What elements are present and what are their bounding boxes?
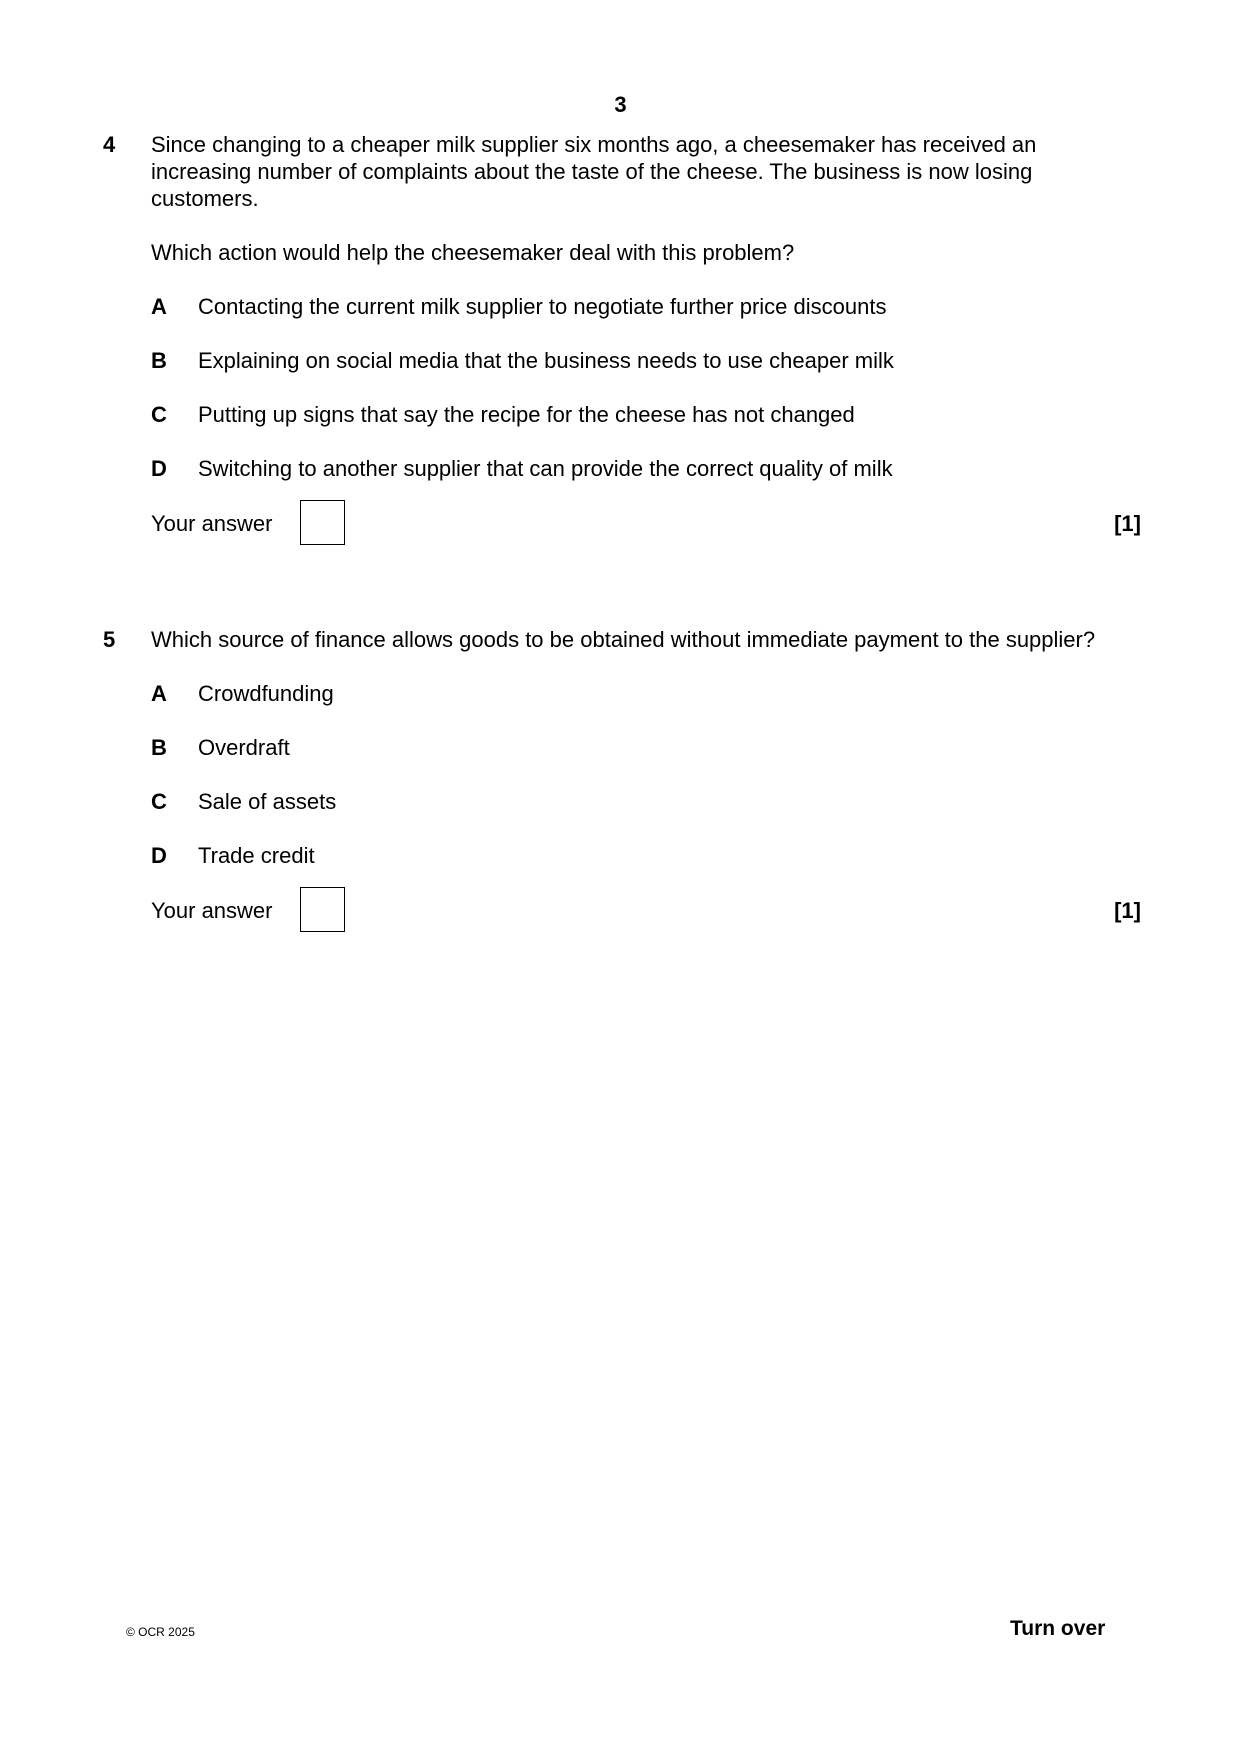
option-letter: A xyxy=(151,294,167,319)
answer-box[interactable] xyxy=(300,887,345,932)
option-text: Overdraft xyxy=(198,735,290,760)
question-stem: Since changing to a cheaper milk supplier six months ago, a cheesemaker has received an increasing number of complaints about the taste of the cheese. The business is now losing customers. xyxy=(151,132,1037,211)
option-text: Trade credit xyxy=(198,843,315,868)
question-prompt: Which action would help the cheesemaker deal with this problem? xyxy=(151,240,795,265)
option-b xyxy=(151,347,894,374)
turn-over-label: Turn over xyxy=(1010,1617,1106,1640)
option-b xyxy=(151,734,290,761)
marks-indicator: [1] xyxy=(1114,898,1141,923)
option-c xyxy=(151,401,855,428)
copyright-notice: © OCR 2025 xyxy=(126,1625,195,1639)
option-text: Crowdfunding xyxy=(198,681,334,706)
answer-label: Your answer xyxy=(151,898,273,923)
option-letter: B xyxy=(151,735,167,760)
option-letter: A xyxy=(151,681,167,706)
option-letter: C xyxy=(151,789,167,814)
answer-row xyxy=(151,500,1141,548)
option-letter: D xyxy=(151,456,167,481)
option-text: Putting up signs that say the recipe for the cheese has not changed xyxy=(198,402,855,427)
option-text: Explaining on social media that the business needs to use cheaper milk xyxy=(198,348,894,373)
answer-row xyxy=(151,887,1141,935)
option-a xyxy=(151,680,334,707)
option-letter: D xyxy=(151,843,167,868)
option-letter: B xyxy=(151,348,167,373)
page-number: 3 xyxy=(614,92,627,117)
marks-indicator: [1] xyxy=(1114,511,1141,536)
answer-label: Your answer xyxy=(151,511,273,536)
option-letter: C xyxy=(151,402,167,427)
answer-box[interactable] xyxy=(300,500,345,545)
option-d xyxy=(151,455,893,482)
option-text: Contacting the current milk supplier to negotiate further price discounts xyxy=(198,294,887,319)
option-text: Sale of assets xyxy=(198,789,337,814)
question-stem: Which source of finance allows goods to be obtained without immediate payment to the supplier? xyxy=(151,627,1096,652)
option-a xyxy=(151,293,886,320)
question-number: 4 xyxy=(103,132,116,157)
option-c xyxy=(151,788,336,815)
option-text: Switching to another supplier that can provide the correct quality of milk xyxy=(198,456,893,481)
question-number: 5 xyxy=(103,627,116,652)
option-d xyxy=(151,842,315,869)
